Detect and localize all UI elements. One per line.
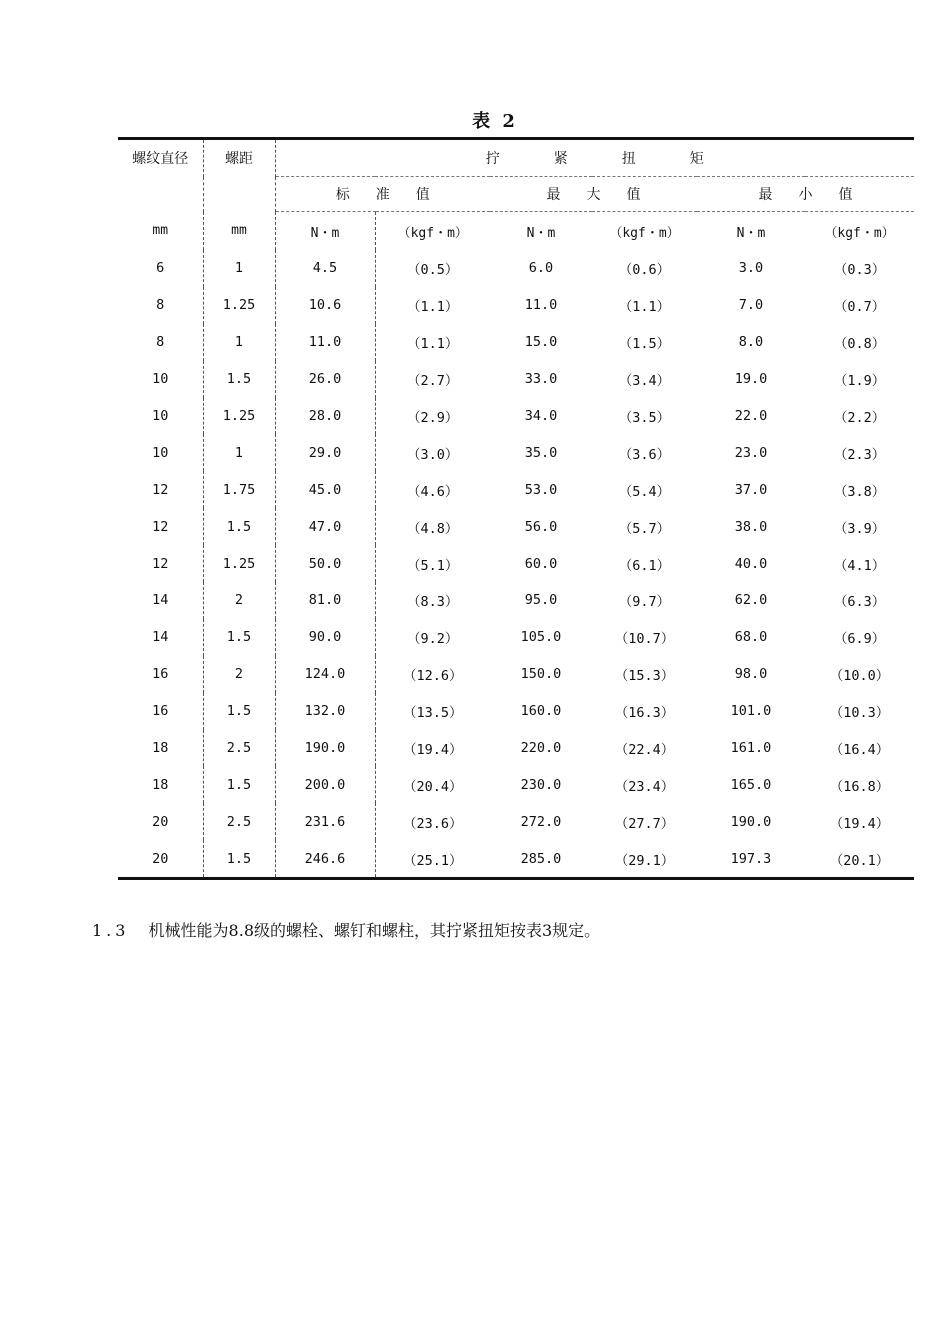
cell-standard-kgf: （4.6） [375, 471, 490, 508]
header-max-value: 最大值 [490, 177, 697, 212]
cell-max-nm: 6.0 [528, 260, 554, 277]
cell-pitch: 1.25 [203, 287, 275, 324]
cell-pitch: 1 [203, 324, 275, 361]
cell-min-nm: 165.0 [730, 776, 772, 793]
cell-max-kgf: （27.7） [614, 815, 675, 832]
unit-max-nm: N・m [490, 212, 592, 251]
cell-diameter: 16 [152, 703, 169, 720]
cell-pitch: 1.5 [203, 619, 275, 656]
cell-standard-nm: 124.0 [275, 656, 375, 693]
cell-min-kgf: （16.8） [829, 778, 890, 795]
cell-standard-nm: 29.0 [275, 434, 375, 471]
cell-min-kgf: （6.3） [833, 594, 886, 611]
cell-diameter: 8 [156, 297, 165, 314]
cell-max-nm: 105.0 [520, 629, 562, 646]
cell-pitch: 2 [203, 582, 275, 619]
cell-min-nm: 62.0 [734, 592, 768, 609]
cell-max-kgf: （1.5） [618, 336, 671, 353]
cell-diameter: 12 [152, 481, 169, 498]
cell-diameter: 6 [156, 260, 165, 277]
cell-min-kgf: （3.8） [833, 483, 886, 500]
cell-max-kgf: （1.1） [618, 299, 671, 316]
cell-standard-nm: 190.0 [275, 730, 375, 767]
cell-max-nm: 56.0 [524, 518, 558, 535]
header-pitch: 螺距 [203, 139, 275, 177]
cell-min-nm: 190.0 [730, 813, 772, 830]
cell-standard-kgf: （4.8） [375, 508, 490, 545]
cell-min-kgf: （4.1） [833, 557, 886, 574]
table-row [118, 361, 914, 398]
cell-max-nm: 60.0 [524, 555, 558, 572]
cell-min-nm: 101.0 [730, 703, 772, 720]
cell-standard-nm: 26.0 [275, 361, 375, 398]
cell-pitch: 1.25 [203, 398, 275, 435]
cell-max-kgf: （16.3） [614, 705, 675, 722]
cell-pitch: 1.5 [203, 766, 275, 803]
cell-min-nm: 161.0 [730, 740, 772, 757]
cell-diameter: 18 [152, 740, 169, 757]
cell-max-kgf: （22.4） [614, 742, 675, 759]
cell-diameter: 14 [152, 592, 169, 609]
cell-standard-nm: 28.0 [275, 398, 375, 435]
cell-max-nm: 160.0 [520, 703, 562, 720]
cell-max-kgf: （29.1） [592, 840, 697, 878]
cell-min-nm: 38.0 [734, 518, 768, 535]
cell-pitch: 1.5 [203, 693, 275, 730]
cell-min-nm: 3.0 [738, 260, 764, 277]
cell-standard-kgf: （1.1） [375, 287, 490, 324]
clause-number: 1.3 [92, 921, 130, 940]
cell-min-kgf: （3.9） [833, 520, 886, 537]
cell-max-nm: 34.0 [524, 408, 558, 424]
table-header [118, 139, 914, 251]
table-row [118, 693, 914, 730]
cell-min-kgf: （2.3） [833, 446, 886, 463]
table-row [118, 287, 914, 324]
header-blank-2 [203, 177, 275, 212]
table-row [118, 766, 914, 803]
cell-max-kgf: （0.6） [618, 262, 671, 279]
cell-max-nm: 272.0 [520, 813, 562, 830]
cell-min-kgf: （19.4） [829, 815, 890, 832]
cell-min-nm: 7.0 [738, 297, 764, 314]
cell-max-kgf: （9.7） [618, 594, 671, 611]
cell-standard-kgf: （8.3） [375, 582, 490, 619]
cell-min-kgf: （0.3） [833, 262, 886, 279]
cell-standard-kgf: （25.1） [375, 840, 490, 878]
cell-standard-nm: 10.6 [275, 287, 375, 324]
torque-table-container [118, 137, 914, 880]
cell-pitch: 1 [203, 250, 275, 287]
cell-pitch: 2.5 [203, 803, 275, 840]
unit-max-kgf: （kgf・m） [592, 212, 697, 251]
table-row [118, 508, 914, 545]
cell-standard-kgf: （2.9） [375, 398, 490, 435]
table-row [118, 840, 914, 878]
clause-text: 机械性能为8.8级的螺栓、螺钉和螺柱，其拧紧扭矩按表3规定。 [148, 921, 601, 940]
unit-standard-kgf: （kgf・m） [375, 212, 490, 251]
cell-min-kgf: （10.3） [829, 705, 890, 722]
cell-pitch: 1.25 [203, 545, 275, 582]
cell-standard-nm: 50.0 [275, 545, 375, 582]
cell-max-nm: 53.0 [524, 481, 558, 498]
cell-min-kgf: （20.1） [805, 840, 914, 878]
cell-max-kgf: （5.4） [618, 483, 671, 500]
cell-standard-nm: 246.6 [275, 840, 375, 878]
table-row [118, 545, 914, 582]
cell-pitch: 1.5 [203, 840, 275, 878]
cell-standard-kgf: （3.0） [375, 434, 490, 471]
cell-max-nm: 150.0 [520, 666, 562, 683]
cell-max-kgf: （3.6） [618, 446, 671, 463]
header-torque-group: 拧紧扭矩 [275, 139, 914, 177]
cell-max-kgf: （23.4） [614, 778, 675, 795]
cell-max-kgf: （3.4） [618, 373, 671, 390]
cell-max-nm: 15.0 [524, 334, 558, 351]
cell-diameter: 12 [152, 518, 169, 535]
cell-standard-kgf: （13.5） [375, 693, 490, 730]
cell-min-kgf: （1.9） [833, 373, 886, 390]
table-row [118, 471, 914, 508]
header-blank-1 [118, 177, 203, 212]
cell-diameter: 10 [152, 444, 169, 461]
cell-standard-kgf: （19.4） [375, 730, 490, 767]
cell-pitch: 1.75 [203, 471, 275, 508]
cell-max-kgf: （5.7） [618, 520, 671, 537]
cell-standard-nm: 45.0 [275, 471, 375, 508]
cell-diameter: 20 [118, 840, 203, 878]
table-row [118, 656, 914, 693]
cell-standard-kgf: （20.4） [375, 766, 490, 803]
cell-min-nm: 68.0 [734, 629, 768, 646]
torque-table [118, 137, 914, 880]
header-diameter: 螺纹直径 [118, 139, 203, 177]
cell-min-kgf: （2.2） [833, 410, 886, 426]
cell-diameter: 20 [152, 813, 169, 830]
cell-min-nm: 23.0 [734, 444, 768, 461]
cell-standard-nm: 231.6 [275, 803, 375, 840]
table-row [118, 324, 914, 361]
cell-standard-nm: 200.0 [275, 766, 375, 803]
cell-min-kgf: （6.9） [833, 631, 886, 648]
cell-diameter: 16 [152, 666, 169, 683]
table-row [118, 250, 914, 287]
table-row [118, 434, 914, 471]
cell-standard-kgf: （23.6） [375, 803, 490, 840]
cell-standard-kgf: （0.5） [375, 250, 490, 287]
cell-pitch: 1.5 [203, 508, 275, 545]
cell-pitch: 1 [203, 434, 275, 471]
cell-max-kgf: （10.7） [614, 631, 675, 648]
table-row [118, 398, 914, 435]
clause-paragraph [92, 918, 600, 941]
cell-min-nm: 22.0 [734, 408, 768, 424]
header-min-value: 最小值 [697, 177, 914, 212]
cell-max-nm: 220.0 [520, 740, 562, 757]
cell-standard-kgf: （1.1） [375, 324, 490, 361]
header-standard-value: 标准值 [275, 177, 490, 212]
cell-min-nm: 40.0 [734, 555, 768, 572]
cell-diameter: 18 [152, 776, 169, 793]
table-row [118, 803, 914, 840]
cell-standard-kgf: （2.7） [375, 361, 490, 398]
cell-standard-nm: 90.0 [275, 619, 375, 656]
cell-min-nm: 197.3 [697, 840, 805, 878]
cell-standard-nm: 132.0 [275, 693, 375, 730]
cell-standard-nm: 47.0 [275, 508, 375, 545]
cell-diameter: 10 [152, 371, 169, 388]
cell-min-kgf: （10.0） [829, 668, 890, 685]
cell-max-nm: 35.0 [524, 444, 558, 461]
cell-min-nm: 19.0 [734, 371, 768, 388]
cell-min-kgf: （16.4） [829, 742, 890, 759]
cell-max-nm: 285.0 [490, 840, 592, 878]
unit-pitch: mm [203, 212, 275, 251]
cell-max-nm: 230.0 [520, 776, 562, 793]
cell-diameter: 12 [152, 555, 169, 572]
cell-max-kgf: （15.3） [614, 668, 675, 685]
cell-min-kgf: （0.8） [833, 336, 886, 353]
unit-min-kgf: （kgf・m） [805, 212, 914, 251]
cell-pitch: 2 [203, 656, 275, 693]
cell-pitch: 1.5 [203, 361, 275, 398]
cell-diameter: 14 [152, 629, 169, 646]
cell-min-nm: 8.0 [738, 334, 764, 351]
cell-standard-kgf: （12.6） [375, 656, 490, 693]
cell-min-kgf: （0.7） [833, 299, 886, 316]
cell-standard-kgf: （9.2） [375, 619, 490, 656]
cell-max-kgf: （3.5） [618, 410, 671, 426]
cell-max-nm: 33.0 [524, 371, 558, 388]
table-row [118, 619, 914, 656]
cell-max-nm: 95.0 [524, 592, 558, 609]
cell-min-nm: 98.0 [734, 666, 768, 683]
table-row [118, 582, 914, 619]
unit-min-nm: N・m [697, 212, 805, 251]
cell-max-kgf: （6.1） [618, 557, 671, 574]
unit-diameter: mm [152, 223, 169, 239]
cell-diameter: 8 [156, 334, 165, 351]
cell-diameter: 10 [152, 408, 169, 424]
cell-standard-kgf: （5.1） [375, 545, 490, 582]
cell-max-nm: 11.0 [524, 297, 558, 314]
unit-standard-nm: N・m [275, 212, 375, 251]
table-row [118, 730, 914, 767]
cell-min-nm: 37.0 [734, 481, 768, 498]
cell-standard-nm: 4.5 [275, 250, 375, 287]
table-title: 表 2 [472, 111, 518, 132]
cell-pitch: 2.5 [203, 730, 275, 767]
cell-standard-nm: 11.0 [275, 324, 375, 361]
table-body [118, 250, 914, 879]
cell-standard-nm: 81.0 [275, 582, 375, 619]
